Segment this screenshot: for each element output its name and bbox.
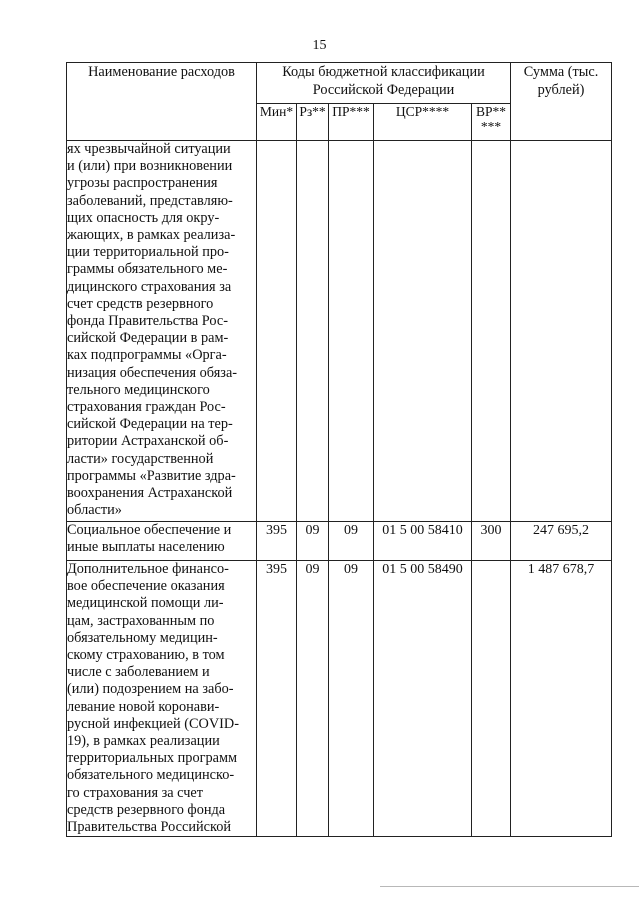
cell-rz [297, 141, 329, 522]
column-header-min: Мин* [257, 104, 297, 141]
cell-pr: 09 [329, 522, 374, 561]
cell-csr [374, 141, 472, 522]
cell-pr: 09 [329, 561, 374, 837]
budget-table [66, 62, 612, 837]
cell-sum: 1 487 678,7 [511, 561, 612, 837]
cell-sum [511, 141, 612, 522]
table-row [67, 141, 612, 522]
cell-csr: 01 5 00 58410 [374, 522, 472, 561]
page-number: 15 [312, 38, 327, 53]
column-header-csr: ЦСР**** [374, 104, 472, 141]
cell-vr: 300 [472, 522, 511, 561]
row-description: Дополнительное финансо- вое обеспечение оказания медицинской помощи ли- цам, застрахованным по обязательному медицин- скому страхованию, в том числе с заболеванием и (или) подозрением на забо- левание новой коронави- русной инфекцией (COVID- 19), в рамках реализации территориальных программ обязательного медицинско- го страхования за счет средств резервного фонда Правительства Российской [67, 561, 257, 837]
column-header-vr: ВР** *** [472, 104, 511, 141]
row-description: ях чрезвычайной ситуации и (или) при возникновении угрозы распространения заболеваний, представляю- щих опасность для окру- жающих, в рамках реализа- ции территориальной про- граммы обязательного ме- дицинского страхования за счет средств резервного фонда Правительства Рос- сийской Федерации в рам- ках подпрограммы «Орга- низация обеспечения обяза- тельного медицинского страхования граждан Рос- сийской Федерации на тер- ритории Астраханской об- ласти» государственной программы «Развитие здра- воохранения Астраханской области» [67, 141, 257, 522]
column-header-name: Наименование расходов [67, 63, 257, 141]
table-row [67, 561, 612, 837]
cell-rz: 09 [297, 561, 329, 837]
cell-pr [329, 141, 374, 522]
header-row-1 [67, 63, 612, 104]
cell-min: 395 [257, 561, 297, 837]
bottom-divider [380, 886, 639, 887]
cell-rz: 09 [297, 522, 329, 561]
column-header-rz: Рз** [297, 104, 329, 141]
cell-csr: 01 5 00 58490 [374, 561, 472, 837]
cell-min [257, 141, 297, 522]
column-header-sum: Сумма (тыс. рублей) [511, 63, 612, 141]
cell-vr [472, 561, 511, 837]
column-header-pr: ПР*** [329, 104, 374, 141]
cell-min: 395 [257, 522, 297, 561]
column-header-codes-group: Коды бюджетной классификации Российской Федерации [257, 63, 511, 104]
cell-sum: 247 695,2 [511, 522, 612, 561]
row-description: Социальное обеспечение и иные выплаты населению [67, 522, 257, 561]
cell-vr [472, 141, 511, 522]
table-row [67, 522, 612, 561]
